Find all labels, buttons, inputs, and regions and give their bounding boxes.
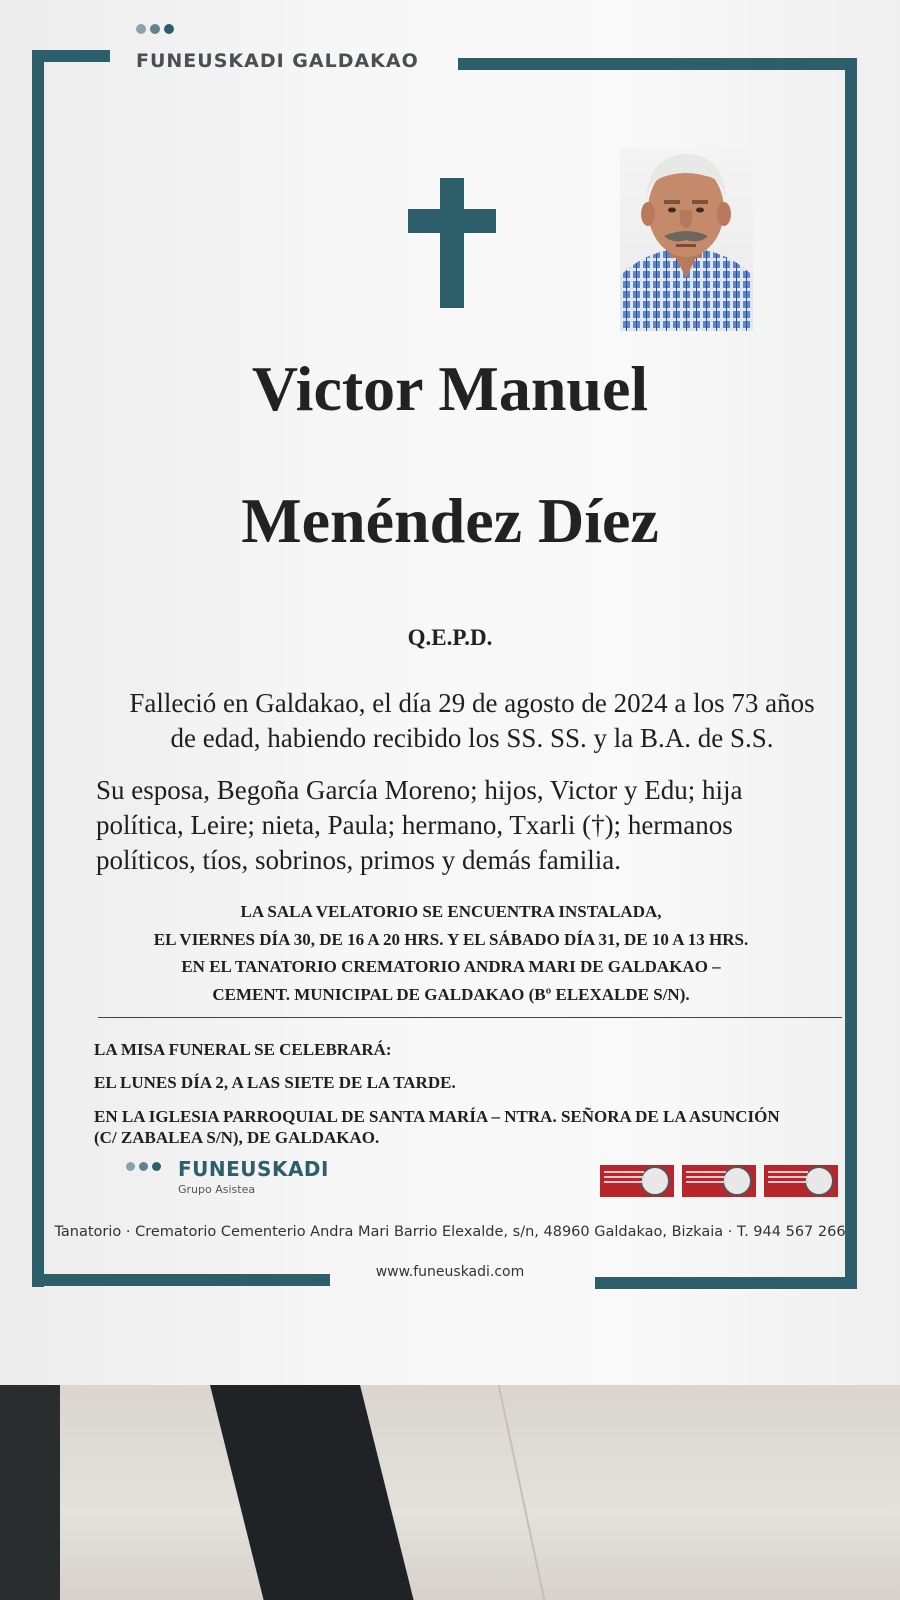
- deceased-first-names: Victor Manuel: [251, 353, 649, 424]
- frame-right: [845, 58, 857, 1289]
- footer-brand: FUNEUSKADI: [178, 1157, 329, 1181]
- footer-group: Grupo Asistea: [178, 1183, 256, 1196]
- divider: [98, 1017, 842, 1018]
- qepd-label: Q.E.P.D.: [407, 625, 493, 650]
- family-notice-line: políticos, tíos, sobrinos, primos y demás familia.: [96, 845, 621, 875]
- stand-left-edge: [0, 1385, 60, 1600]
- wake-info-line: CEMENT. MUNICIPAL DE GALDAKAO (Bº ELEXALDE S/N).: [212, 984, 690, 1004]
- death-notice-line: Falleció en Galdakao, el día 29 de agosto de 2024 a los 73 años: [129, 688, 815, 718]
- wake-info-line: EL VIERNES DÍA 30, DE 16 A 20 HRS. Y EL SÁBADO DÍA 31, DE 10 A 13 HRS.: [153, 929, 749, 949]
- certification-seal-icon: [600, 1165, 674, 1197]
- funeral-place-line1: EN LA IGLESIA PARROQUIAL DE SANTA MARÍA – NTRA. SEÑORA DE LA ASUNCIÓN: [94, 1107, 780, 1126]
- death-notice: [92, 686, 852, 756]
- family-notice: [96, 773, 846, 878]
- certification-seal-icon: [764, 1165, 838, 1197]
- footer-logo-dots-icon: [126, 1162, 161, 1171]
- wake-info-line: LA SALA VELATORIO SE ENCUENTRA INSTALADA,: [240, 902, 662, 921]
- header-brand: FUNEUSKADI GALDAKAO: [136, 50, 419, 72]
- deceased-surnames: Menéndez Díez: [241, 485, 659, 556]
- wake-info: [90, 898, 812, 1008]
- logo-dots-icon: [136, 24, 174, 34]
- family-notice-line: Su esposa, Begoña García Moreno; hijos, Victor y Edu; hija: [96, 775, 743, 805]
- family-notice-line: política, Leire; nieta, Paula; hermano, Txarli (†); hermanos: [96, 810, 733, 840]
- footer-website: www.funeuskadi.com: [375, 1264, 525, 1280]
- footer-address: Tanatorio · Crematorio Cementerio Andra Mari Barrio Elexalde, s/n, 48960 Galdakao, Bizkaia · T. 944 567 266: [54, 1224, 846, 1240]
- certification-seal-icon: [682, 1165, 756, 1197]
- frame-top-right: [458, 58, 857, 70]
- funeral-date: EL LUNES DÍA 2, A LAS SIETE DE LA TARDE.: [94, 1073, 456, 1092]
- death-notice-line: de edad, habiendo recibido los SS. SS. y la B.A. de S.S.: [170, 723, 774, 753]
- funeral-place-line2: (C/ ZABALEA S/N), DE GALDAKAO.: [94, 1128, 380, 1147]
- funeral-heading: LA MISA FUNERAL SE CELEBRARÁ:: [94, 1040, 392, 1059]
- frame-left: [32, 50, 44, 1287]
- floor-background: [0, 1380, 900, 1600]
- wake-info-line: EN EL TANATORIO CREMATORIO ANDRA MARI DE GALDAKAO –: [181, 957, 721, 976]
- portrait-photo: [620, 148, 753, 331]
